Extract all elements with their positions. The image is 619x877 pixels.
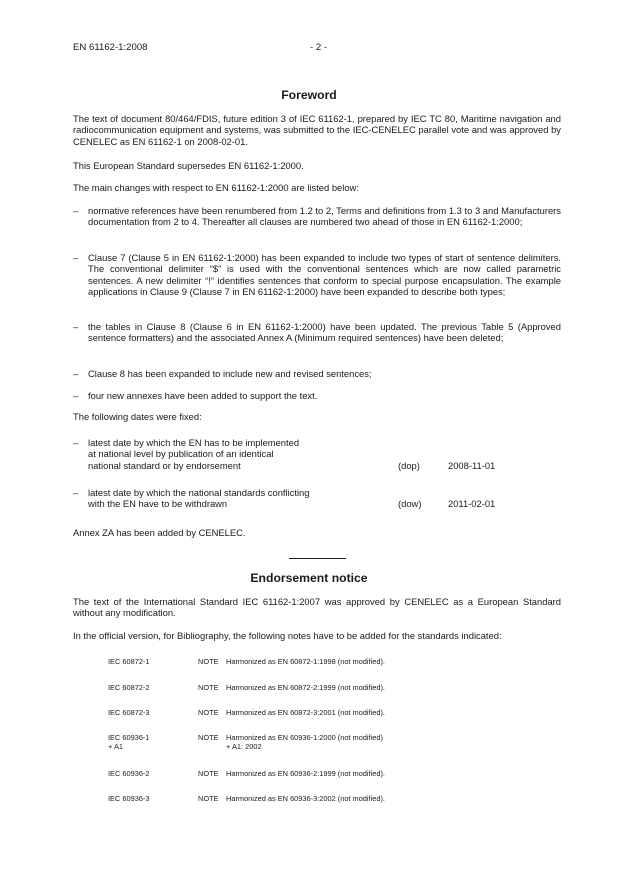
list-dash: – [73, 321, 79, 332]
note-label: NOTE [198, 683, 219, 692]
list-item-text: Clause 7 (Clause 5 in EN 61162-1:2000) has been expanded to include two types of start of sentence delimiters. The conventional delimiter “$” is used with the conventional sentences which are now called parametric sentences. A new delimiter “!” identifies sentences that conform to special purpose encapsulation. The example applications in Clause 9 (Clause 7 in EN 61162-1:2000) have been expanded to describe both types; [88, 252, 561, 297]
amendment-text: + A1: 2002 [226, 742, 262, 751]
note-label: NOTE [198, 794, 219, 803]
date-row-line: at national level by publication of an identical [88, 448, 274, 460]
list-item-text: normative references have been renumbered from 1.2 to 2, Terms and definitions from 1.3 to 3 and Manufacturers documentation from 2 to 4. Thereafter all clauses are numbered two ahead of those in EN 61162-1:2000; [88, 205, 561, 228]
note-label: NOTE [198, 657, 219, 666]
list-item [73, 390, 561, 401]
note-label: NOTE [198, 769, 219, 778]
list-dash: – [73, 368, 79, 379]
header-doc-id: EN 61162-1:2008 [73, 42, 148, 53]
note-text: Harmonized as EN 60872-3:2001 (not modified). [226, 708, 385, 717]
standard-id: IEC 60936-2 [108, 769, 150, 778]
note-text: Harmonized as EN 60872-2:1999 (not modified). [226, 683, 385, 692]
date-code: (dow) [398, 498, 422, 510]
standard-id: IEC 60872-3 [108, 708, 150, 717]
date-row-description [88, 437, 388, 471]
note-text: Harmonized as EN 60936-3:2002 (not modified). [226, 794, 385, 803]
standard-id: IEC 60936-1 [108, 733, 150, 742]
date-row-dow [73, 487, 561, 510]
date-row-line: national standard or by endorsement [88, 459, 241, 471]
date-value: 2011-02-01 [448, 498, 496, 510]
date-row-line: latest date by which the national standards conflicting [88, 487, 310, 498]
bibliography-intro: In the official version, for Bibliography, the following notes have to be added for the standards indicated: [73, 630, 502, 641]
list-item-text: Clause 8 has been expanded to include new and revised sentences; [88, 368, 372, 379]
note-text: Harmonized as EN 60936-1:2000 (not modified) [226, 733, 383, 742]
changes-intro: The main changes with respect to EN 61162-1:2000 are listed below: [73, 182, 359, 193]
list-item-text: the tables in Clause 8 (Clause 6 in EN 61162-1:2000) have been updated. The previous Table 5 (Approved sentence formatters) and the associated Annex A (Minimum required sentences) have been deleted; [88, 321, 561, 344]
header-page-number: - 2 - [310, 42, 328, 53]
date-row-description [88, 487, 388, 510]
list-item [73, 205, 561, 228]
list-dash: – [73, 205, 79, 216]
date-value: 2008-11-01 [448, 459, 496, 471]
list-dash: – [73, 390, 79, 401]
list-item [73, 252, 561, 297]
dates-intro: The following dates were fixed: [73, 411, 202, 422]
standard-id: IEC 60936-3 [108, 794, 150, 803]
date-code: (dop) [398, 459, 420, 471]
list-dash: – [73, 252, 79, 263]
endorsement-text: The text of the International Standard IEC 61162-1:2007 was approved by CENELEC as a European Standard without any modification. [73, 596, 561, 619]
foreword-supersedes: This European Standard supersedes EN 61162-1:2000. [73, 160, 304, 171]
annex-note: Annex ZA has been added by CENELEC. [73, 527, 246, 538]
note-label: NOTE [198, 708, 219, 717]
note-text: Harmonized as EN 60936-2:1999 (not modified). [226, 769, 385, 778]
date-row-line: with the EN have to be withdrawn [88, 498, 228, 510]
foreword-intro: The text of document 80/464/FDIS, future edition 3 of IEC 61162-1, prepared by IEC TC 80, Maritime navigation and radiocommunication equipment and systems, was submitted to the IEC-CENELEC parallel vote and was approved by CENELEC as EN 61162-1 on 2008-02-01. [73, 113, 561, 147]
note-label: NOTE [198, 733, 219, 742]
endorsement-title: Endorsement notice [250, 571, 368, 585]
date-row-dop [73, 437, 561, 471]
note-text: Harmonized as EN 60872-1:1998 (not modified). [226, 657, 385, 666]
date-row-line: latest date by which the EN has to be implemented [88, 437, 300, 448]
list-dash: – [73, 487, 79, 498]
standard-id: IEC 60872-1 [108, 657, 150, 666]
foreword-title: Foreword [281, 88, 337, 102]
list-item [73, 368, 561, 379]
standard-id: IEC 60872-2 [108, 683, 150, 692]
amendment-id: + A1 [108, 742, 124, 751]
list-item-text: four new annexes have been added to support the text. [88, 390, 318, 401]
list-dash: – [73, 437, 79, 448]
list-item [73, 321, 561, 344]
section-divider [289, 558, 346, 559]
